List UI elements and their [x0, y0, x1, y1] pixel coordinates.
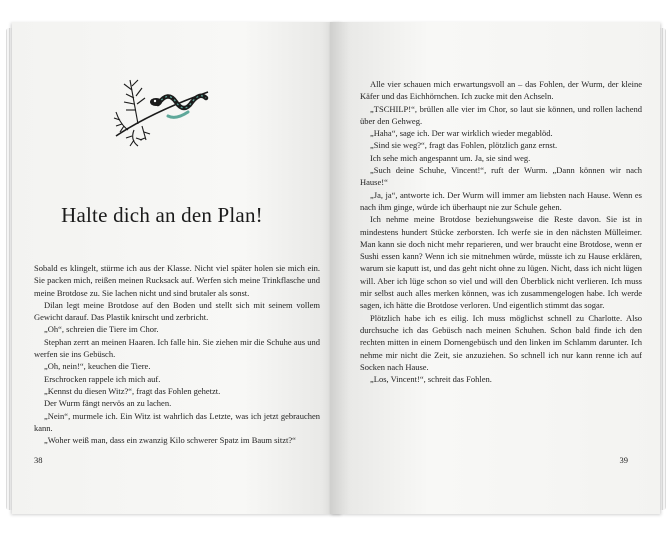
paragraph: Dilan legt meine Brotdose auf den Boden und stellt sich mit seinem vollem Gewicht darauf. Das Plastik knirscht und zerbricht. — [34, 299, 320, 323]
paragraph: „Ja, ja“, antworte ich. Der Wurm will immer am liebsten nach Hause. Wenn es nach ihm ginge, würde ich überhaupt nie zur Schule gehen. — [360, 189, 642, 212]
left-page — [12, 22, 342, 514]
paragraph: Sobald es klingelt, stürme ich aus der Klasse. Nicht viel später holen sie mich ein. Sie packen mich, reißen meinen Rucksack auf. Werfen sich meine Trinkflasche und meine Brotdose zu. Sie lachen nicht und sind brutaler als sonst. — [34, 263, 320, 298]
open-book — [8, 22, 664, 514]
paragraph: „Haha“, sage ich. Der war wirklich wieder megablöd. — [370, 128, 553, 139]
paragraph: „Woher weiß man, dass ein zwanzig Kilo schwerer Spatz im Baum sitzt?“ — [44, 435, 296, 446]
paragraph: Plötzlich habe ich es eilig. Ich muss möglichst schnell zu Charlotte. Also durchsuche ich das Gebüsch nach meinen Schuhen. Schon bald finde ich den rechten mitten in einem Dornengebüsch und den linken im Schlamm darunter. Ich nehme mir nicht die Zeit, sie anzuziehen. So schnell ich nur kann renne ich auf Socken nach Hause. — [360, 312, 642, 372]
paragraph: Stephan zerrt an meinen Haaren. Ich falle hin. Sie ziehen mir die Schuhe aus und werfen sie ins Gebüsch. — [34, 336, 320, 360]
right-page — [330, 22, 660, 514]
paragraph: „Kennst du diesen Witz?“, fragt das Fohlen gehetzt. — [44, 385, 221, 396]
page-number-left: 38 — [34, 455, 43, 465]
paragraph: „Oh, nein!“, keuchen die Tiere. — [44, 361, 151, 372]
snake-on-branch-icon — [112, 68, 212, 148]
right-page-body — [360, 78, 642, 385]
paragraph: „Los, Vincent!“, schreit das Fohlen. — [370, 374, 492, 385]
paragraph: Alle vier schauen mich erwartungsvoll an – das Fohlen, der Wurm, der kleine Käfer und das Eichhörnchen. Ich zucke mit den Achseln. — [360, 79, 642, 102]
paragraph: „Oh“, schreien die Tiere im Chor. — [44, 324, 159, 335]
paragraph: „Sind sie weg?“, fragt das Fohlen, plötzlich ganz ernst. — [370, 140, 558, 151]
left-page-body — [34, 262, 320, 446]
paragraph: „Nein“, murmele ich. Ein Witz ist wahrlich das Letzte, was ich jetzt gebrauchen kann. — [34, 410, 320, 433]
chapter-title: Halte dich an den Plan! — [61, 203, 263, 227]
paragraph: Erschrocken rappele ich mich auf. — [44, 373, 161, 384]
paragraph: Ich nehme meine Brotdose beziehungsweise die Reste davon. Sie ist in mindestens hundert Stücke zerborsten. Ich werfe sie in den nächsten Mülleimer. Man kann sie doch nicht mehr reparieren, und wer braucht eine Brotdose, wenn er Sushi essen kann? Wenn ich sie mitnehmen würde, müsste ich zu Hause erklären, warum sie kaputt ist, und das geht nicht ohne zu lügen. Nicht, dass ich nicht lügen will. Aber ich lüge schon so viel und will den Überblick nicht verlieren. Ich muss mir selbst auch alles merken können, was ich zusammengelogen habe. Ich werde sagen, ich hätte die Brotdose verloren. Und eigentlich stimmt das sogar. — [360, 214, 642, 311]
paragraph: „TSCHILP!“, brüllen alle vier im Chor, so laut sie können, und rollen lachend über den Gehweg. — [360, 103, 642, 126]
paragraph: Ich sehe mich angespannt um. Ja, sie sind weg. — [370, 152, 531, 163]
paragraph: „Such deine Schuhe, Vincent!“, ruft der Wurm. „Dann können wir nach Hause!“ — [360, 165, 642, 188]
paragraph: Der Wurm fängt nervös an zu lachen. — [44, 398, 172, 409]
page-number-right: 39 — [619, 455, 628, 465]
